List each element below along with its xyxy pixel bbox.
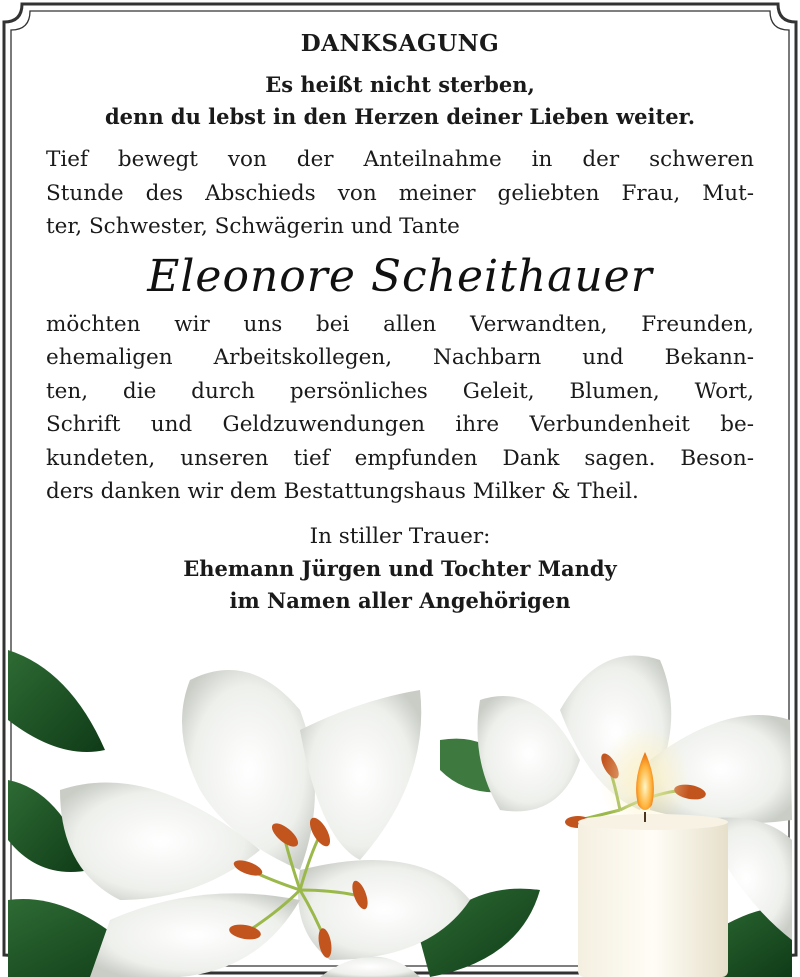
signature-line: im Namen aller Angehörigen [229, 587, 571, 613]
signature-intro: In stiller Trauer: [309, 523, 491, 549]
text-line: ehemaligen Arbeitskollegen, Nachbarn und Bekann- [46, 345, 754, 370]
text-line: ter, Schwester, Schwägerin und Tante [46, 214, 460, 239]
text-line: Stunde des Abschieds von meiner geliebten Frau, Mut- [46, 180, 754, 206]
text-line: möchten wir uns bei allen Verwandten, Freunden, [46, 311, 754, 337]
lily-candle-image [0, 640, 800, 977]
text-line: Tief bewegt von der Anteilnahme in der schweren [46, 147, 754, 172]
notice-text [46, 30, 754, 617]
text-line: ders danken wir dem Bestattungshaus Milker & Theil. [46, 479, 639, 504]
signature-line: Ehemann Jürgen und Tochter Mandy [183, 555, 617, 581]
deceased-name: Eleonore Scheithauer [147, 250, 653, 302]
intro-paragraph [46, 143, 754, 244]
signature [46, 521, 754, 617]
motto-line: denn du lebst in den Herzen deiner Lieben weiter. [105, 104, 695, 129]
text-line: Schrift und Geldzuwendungen ihre Verbundenheit be- [46, 412, 754, 437]
motto-line: Es heißt nicht sterben, [265, 72, 535, 97]
text-line: ten, die durch persönliches Geleit, Blumen, Wort, [46, 378, 754, 404]
notice-title: DANKSAGUNG [300, 30, 500, 57]
text-line: kundeten, unseren tief empfunden Dank sagen. Beson- [46, 445, 754, 471]
body-paragraph [46, 308, 754, 509]
motto [46, 69, 754, 133]
